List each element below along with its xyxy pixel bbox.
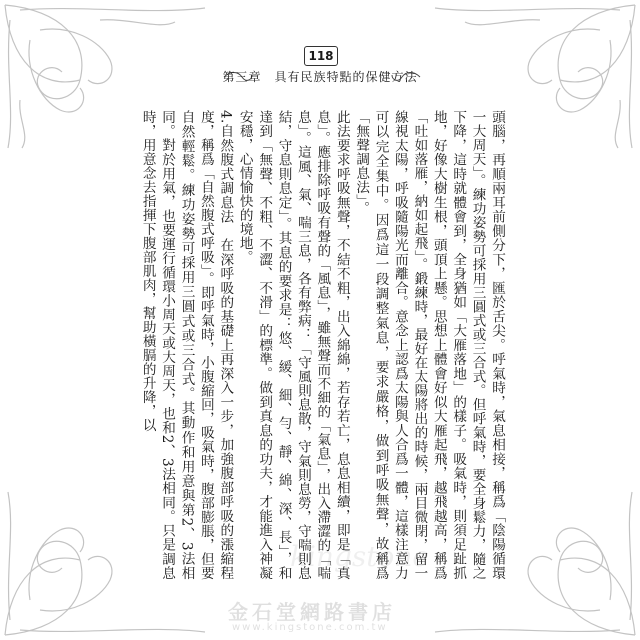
paragraph: 頭腦，再順兩耳前側分下，匯於舌尖。呼氣時，氣息相接，稱爲「陰陽循環一大周天」。練功姿勢可採用三圓式或三合式。但呼氣時，要全身鬆力，隨之下降，這時就體會到，全身猶如「大雁落地」的樣子。吸氣時，則須足趾抓地，好像大樹生根，頭頂上懸。思想上體會好似大雁起飛，越飛越高，稱爲「吐如落雁，納如起飛」。鍛練時，最好在太陽將出的時候，兩目微閉，留一線視太陽，呼吸隨陽光而離合。意念上認爲太陽與人合爲一體，這樣注意力可以完全集中。因爲這一段調整氣息，要求嚴格，做到呼吸無聲，故稱爲「無聲調息法」。 — [353, 110, 505, 580]
body-text — [134, 110, 506, 580]
watermark: 金石堂網路書店 — [228, 600, 396, 624]
watermark-logo: kingstone — [290, 540, 429, 573]
paragraph: 此法要求呼吸無聲，不結不粗，出入綿綿，若存若亡，息息相續，即是「真息」。應排除呼吸有聲的「風息」，雖無聲而不細的「氣息」，出入滯澀的「喘息」。這風、氣、喘三息，各有弊病：「守風則息散，守氣則息勞，守喘則息結，守息則息定」。其息的要求是：悠、緩、細、勻、靜、綿、深、長」，和達到「無聲、不粗、不澀、不滑」的標準。做到真息的功夫，才能進入神凝安穩，心情愉快的境地。 — [236, 110, 350, 580]
paragraph: 4.自然腹式調息法 在深呼吸的基礎上再深入一步，加強腹部呼吸的漲縮程度，稱爲「自然腹式呼吸」。即呼氣時，小腹縮回，吸氣時，腹部膨脹，但要自然輕鬆。練功姿勢可採用三圓式或三合式。其動作和用意與第2、3法相同。對於用氣，也要運行循環小周天或大周天，也和2、3法相同。只是調息時，用意念去指揮下腹部肌肉，幫助橫膈的升降，以 — [139, 110, 234, 580]
header-ornament-right-icon — [390, 70, 422, 84]
watermark-url: www.kingstone.com.tw — [232, 622, 388, 633]
page-number: 118 — [304, 46, 338, 66]
chapter-title: 第三章 具有民族特點的保健方法 — [222, 70, 418, 84]
